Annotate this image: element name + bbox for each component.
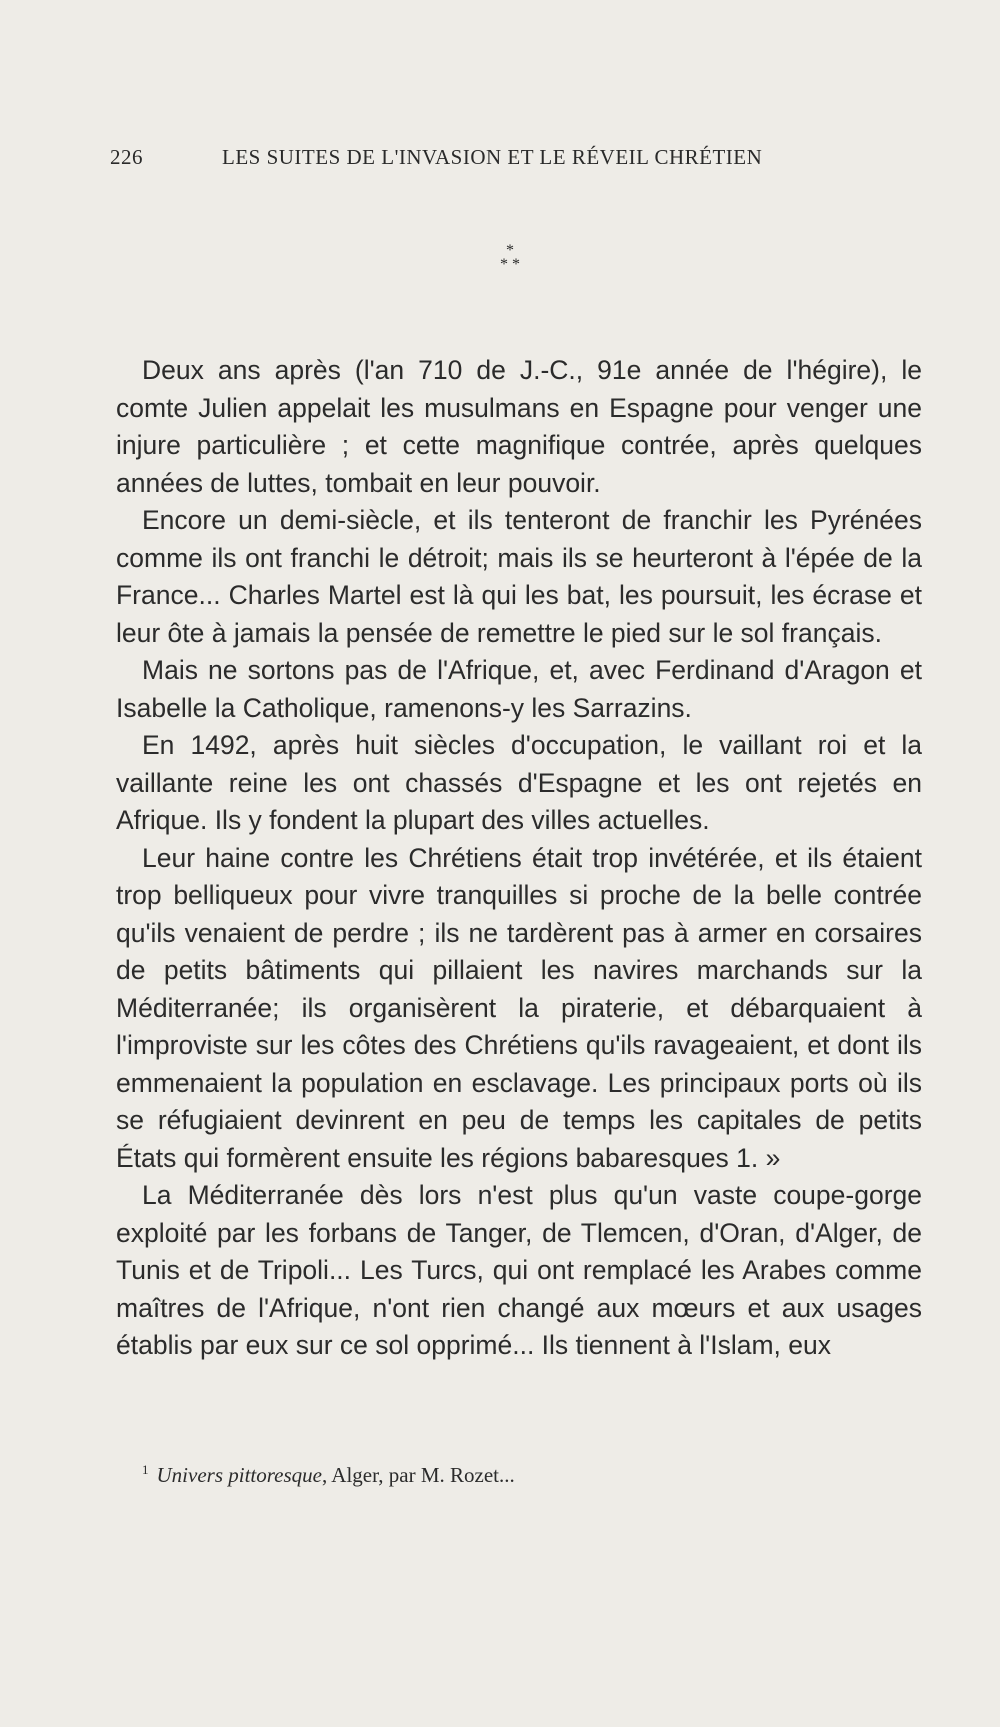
- footnote-mark: 1: [142, 1462, 149, 1477]
- paragraph-6: La Méditerranée dès lors n'est plus qu'un vaste coupe-gorge exploité par les forbans de Tanger, de Tlemcen, d'Oran, d'Alger, de Tunis et de Tripoli... Les Turcs, qui ont remplacé les Arabes comme maîtres de l'Afrique, n'ont rien changé aux mœurs et aux usages établis par eux sur ce sol opprimé... Ils tiennent à l'Islam, eux: [116, 1180, 922, 1360]
- asterism-bottom-stars: * *: [500, 256, 520, 273]
- paragraph-1: Deux ans après (l'an 710 de J.-C., 91e année de l'hégire), le comte Julien appelait les musulmans en Espagne pour venger une injure particulière ; et cette magnifique contrée, après quelques années de luttes, tombait en leur pouvoir.: [116, 355, 922, 498]
- paragraph-3: Mais ne sortons pas de l'Afrique, et, avec Ferdinand d'Aragon et Isabelle la Catholique, ramenons-y les Sarrazins.: [116, 655, 922, 723]
- paragraph-2: Encore un demi-siècle, et ils tenteront de franchir les Pyrénées comme ils ont franchi le détroit; mais ils se heurteront à l'épée de la France... Charles Martel est là qui les bat, les poursuit, les écrase et leur ôte à jamais la pensée de remettre le pied sur le sol français.: [116, 505, 922, 648]
- page-number: 226: [110, 145, 143, 169]
- running-head: [110, 145, 820, 179]
- asterism-separator: [480, 244, 540, 272]
- running-title: LES SUITES DE L'INVASION ET LE RÉVEIL CHRÉTIEN: [222, 145, 763, 169]
- paragraph-5: Leur haine contre les Chrétiens était trop invétérée, et ils étaient trop belliqueux pour vivre tranquilles si proche de la belle contrée qu'ils venaient de perdre ; ils ne tardèrent pas à armer en corsaires de petits bâtiments qui pillaient les navires marchands sur la Méditerranée; ils organisèrent la piraterie, et débarquaient à l'improviste sur les côtes des Chrétiens qu'ils ravageaient, et dont ils emmenaient la population en esclavage. Les principaux ports où ils se réfugiaient devinrent en peu de temps les capitales de petits États qui formèrent ensuite les régions babaresques 1. »: [116, 842, 922, 1173]
- body-text: [116, 352, 922, 1365]
- footnote: [142, 1462, 902, 1488]
- asterism-top-star: *: [506, 242, 514, 259]
- paragraph-4: En 1492, après huit siècles d'occupation, le vaillant roi et la vaillante reine les ont chassés d'Espagne et les ont rejetés en Afrique. Ils y fondent la plupart des villes actuelles.: [116, 730, 922, 835]
- footnote-rest: , Alger, par M. Rozet...: [321, 1463, 515, 1487]
- footnote-title: Univers pittoresque: [156, 1463, 322, 1487]
